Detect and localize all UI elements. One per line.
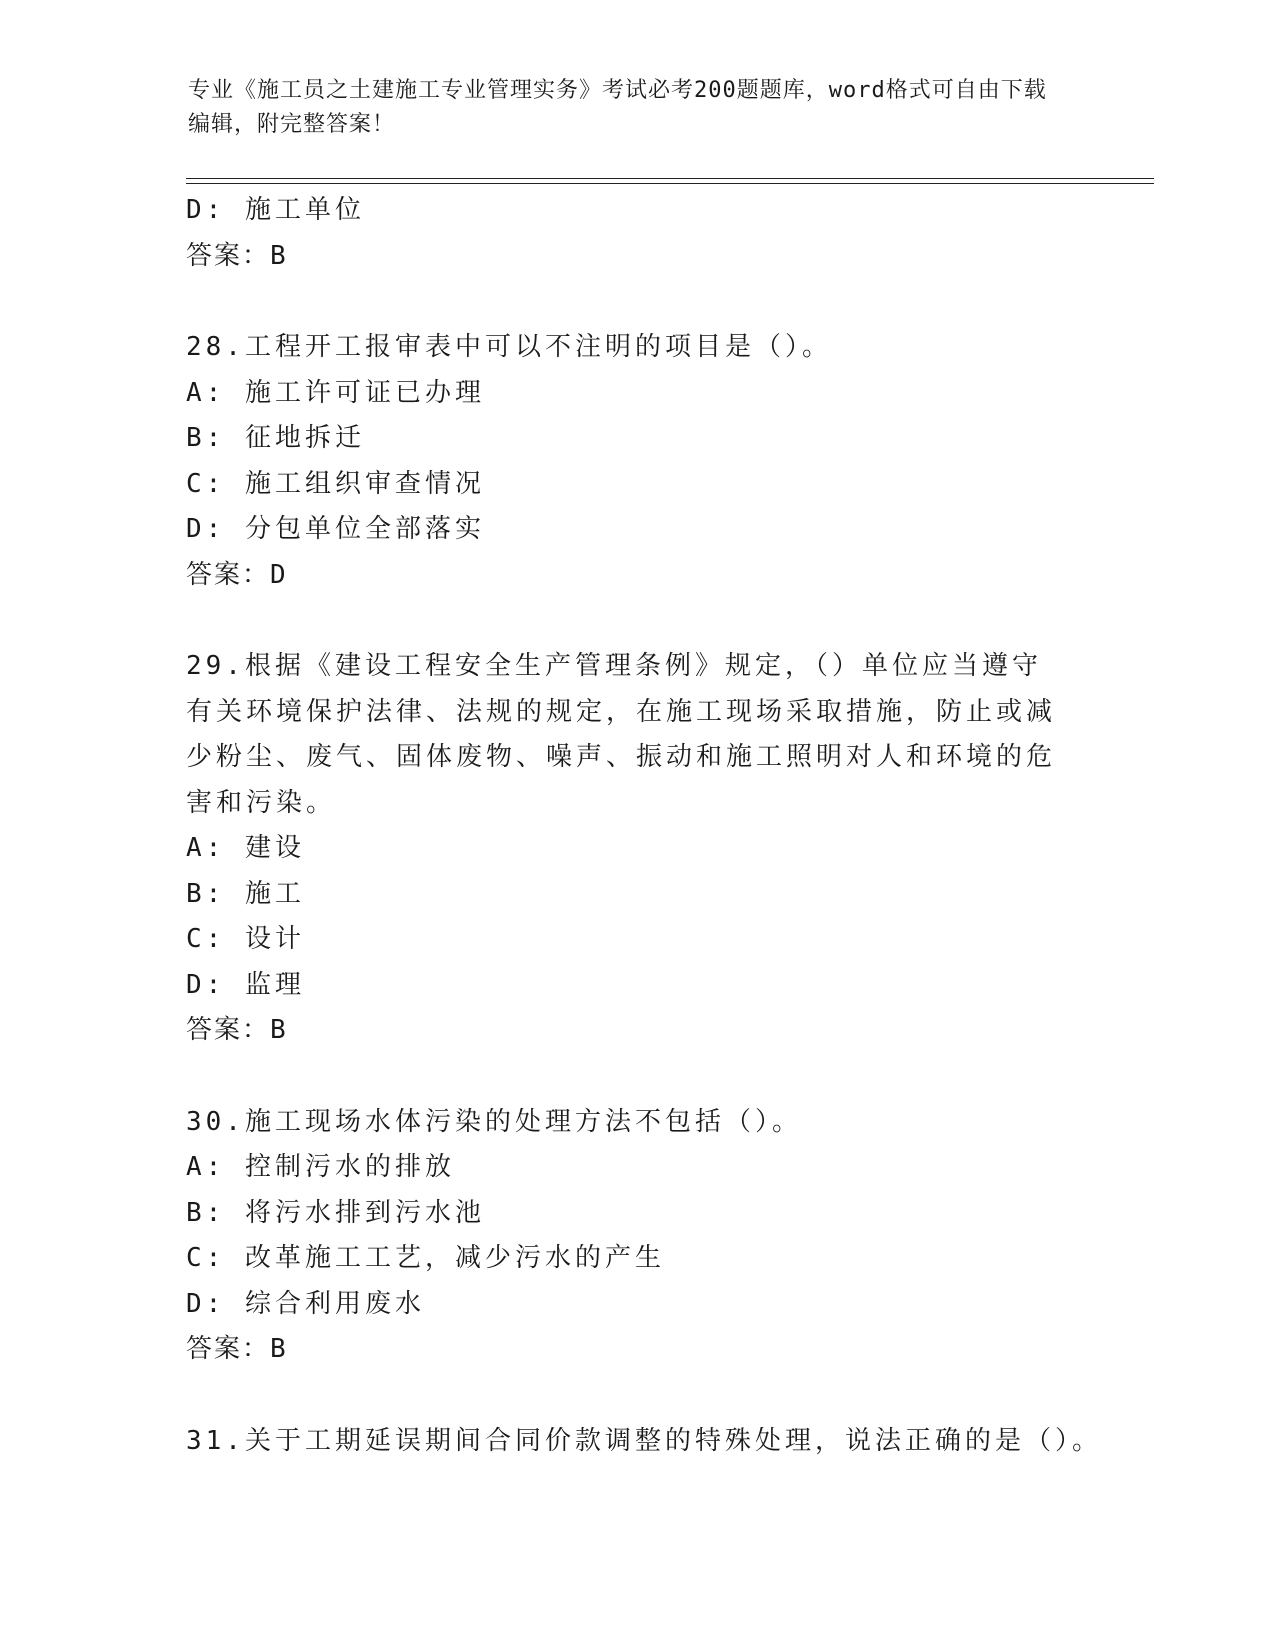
question-29-stem: 29.根据《建设工程安全生产管理条例》规定，（）单位应当遵守有关环境保护法律、法规的规定，在施工现场采取措施，防止或减少粉尘、废气、固体废物、噪声、振动和施工照明对人和环境的危害和污染。	[186, 651, 1057, 818]
question-29-option-d: D: 监理	[186, 969, 305, 1000]
prev-option-d: D: 施工单位	[186, 195, 365, 225]
question-28-answer: 答案：D	[186, 559, 288, 590]
question-28-option-b: B: 征地拆迁	[186, 423, 365, 453]
question-30-option-d: D: 综合利用废水	[186, 1288, 425, 1319]
question-30-option-b: B: 将污水排到污水池	[186, 1197, 485, 1228]
question-30-option-a: A: 控制污水的排放	[186, 1152, 455, 1182]
question-29-option-c: C: 设计	[186, 924, 305, 954]
question-31-stem: 31.关于工期延误期间合同价款调整的特殊处理，说法正确的是（）。	[186, 1425, 1102, 1456]
question-28-stem: 28.工程开工报审表中可以不注明的项目是（）。	[186, 332, 832, 362]
question-30-stem: 30.施工现场水体污染的处理方法不包括（）。	[186, 1106, 802, 1137]
question-28-option-a: A: 施工许可证已办理	[186, 377, 485, 408]
question-28-option-c: C: 施工组织审查情况	[186, 468, 485, 499]
question-29-option-a: A: 建设	[186, 833, 305, 863]
question-29-answer: 答案：B	[186, 1015, 288, 1045]
header-rule-bottom	[186, 183, 1154, 184]
question-28-option-d: D: 分包单位全部落实	[186, 514, 485, 544]
question-list	[186, 188, 1102, 1464]
prev-answer: 答案：B	[186, 240, 288, 271]
document-header: 专业《施工员之土建施工专业管理实务》考试必考200题题库，word格式可自由下载编辑，附完整答案！	[188, 78, 1047, 137]
question-29-option-b: B: 施工	[186, 878, 305, 909]
header-rule-top	[186, 178, 1154, 179]
question-30-answer: 答案：B	[186, 1334, 288, 1364]
question-30-option-c: C: 改革施工工艺，减少污水的产生	[186, 1243, 665, 1273]
